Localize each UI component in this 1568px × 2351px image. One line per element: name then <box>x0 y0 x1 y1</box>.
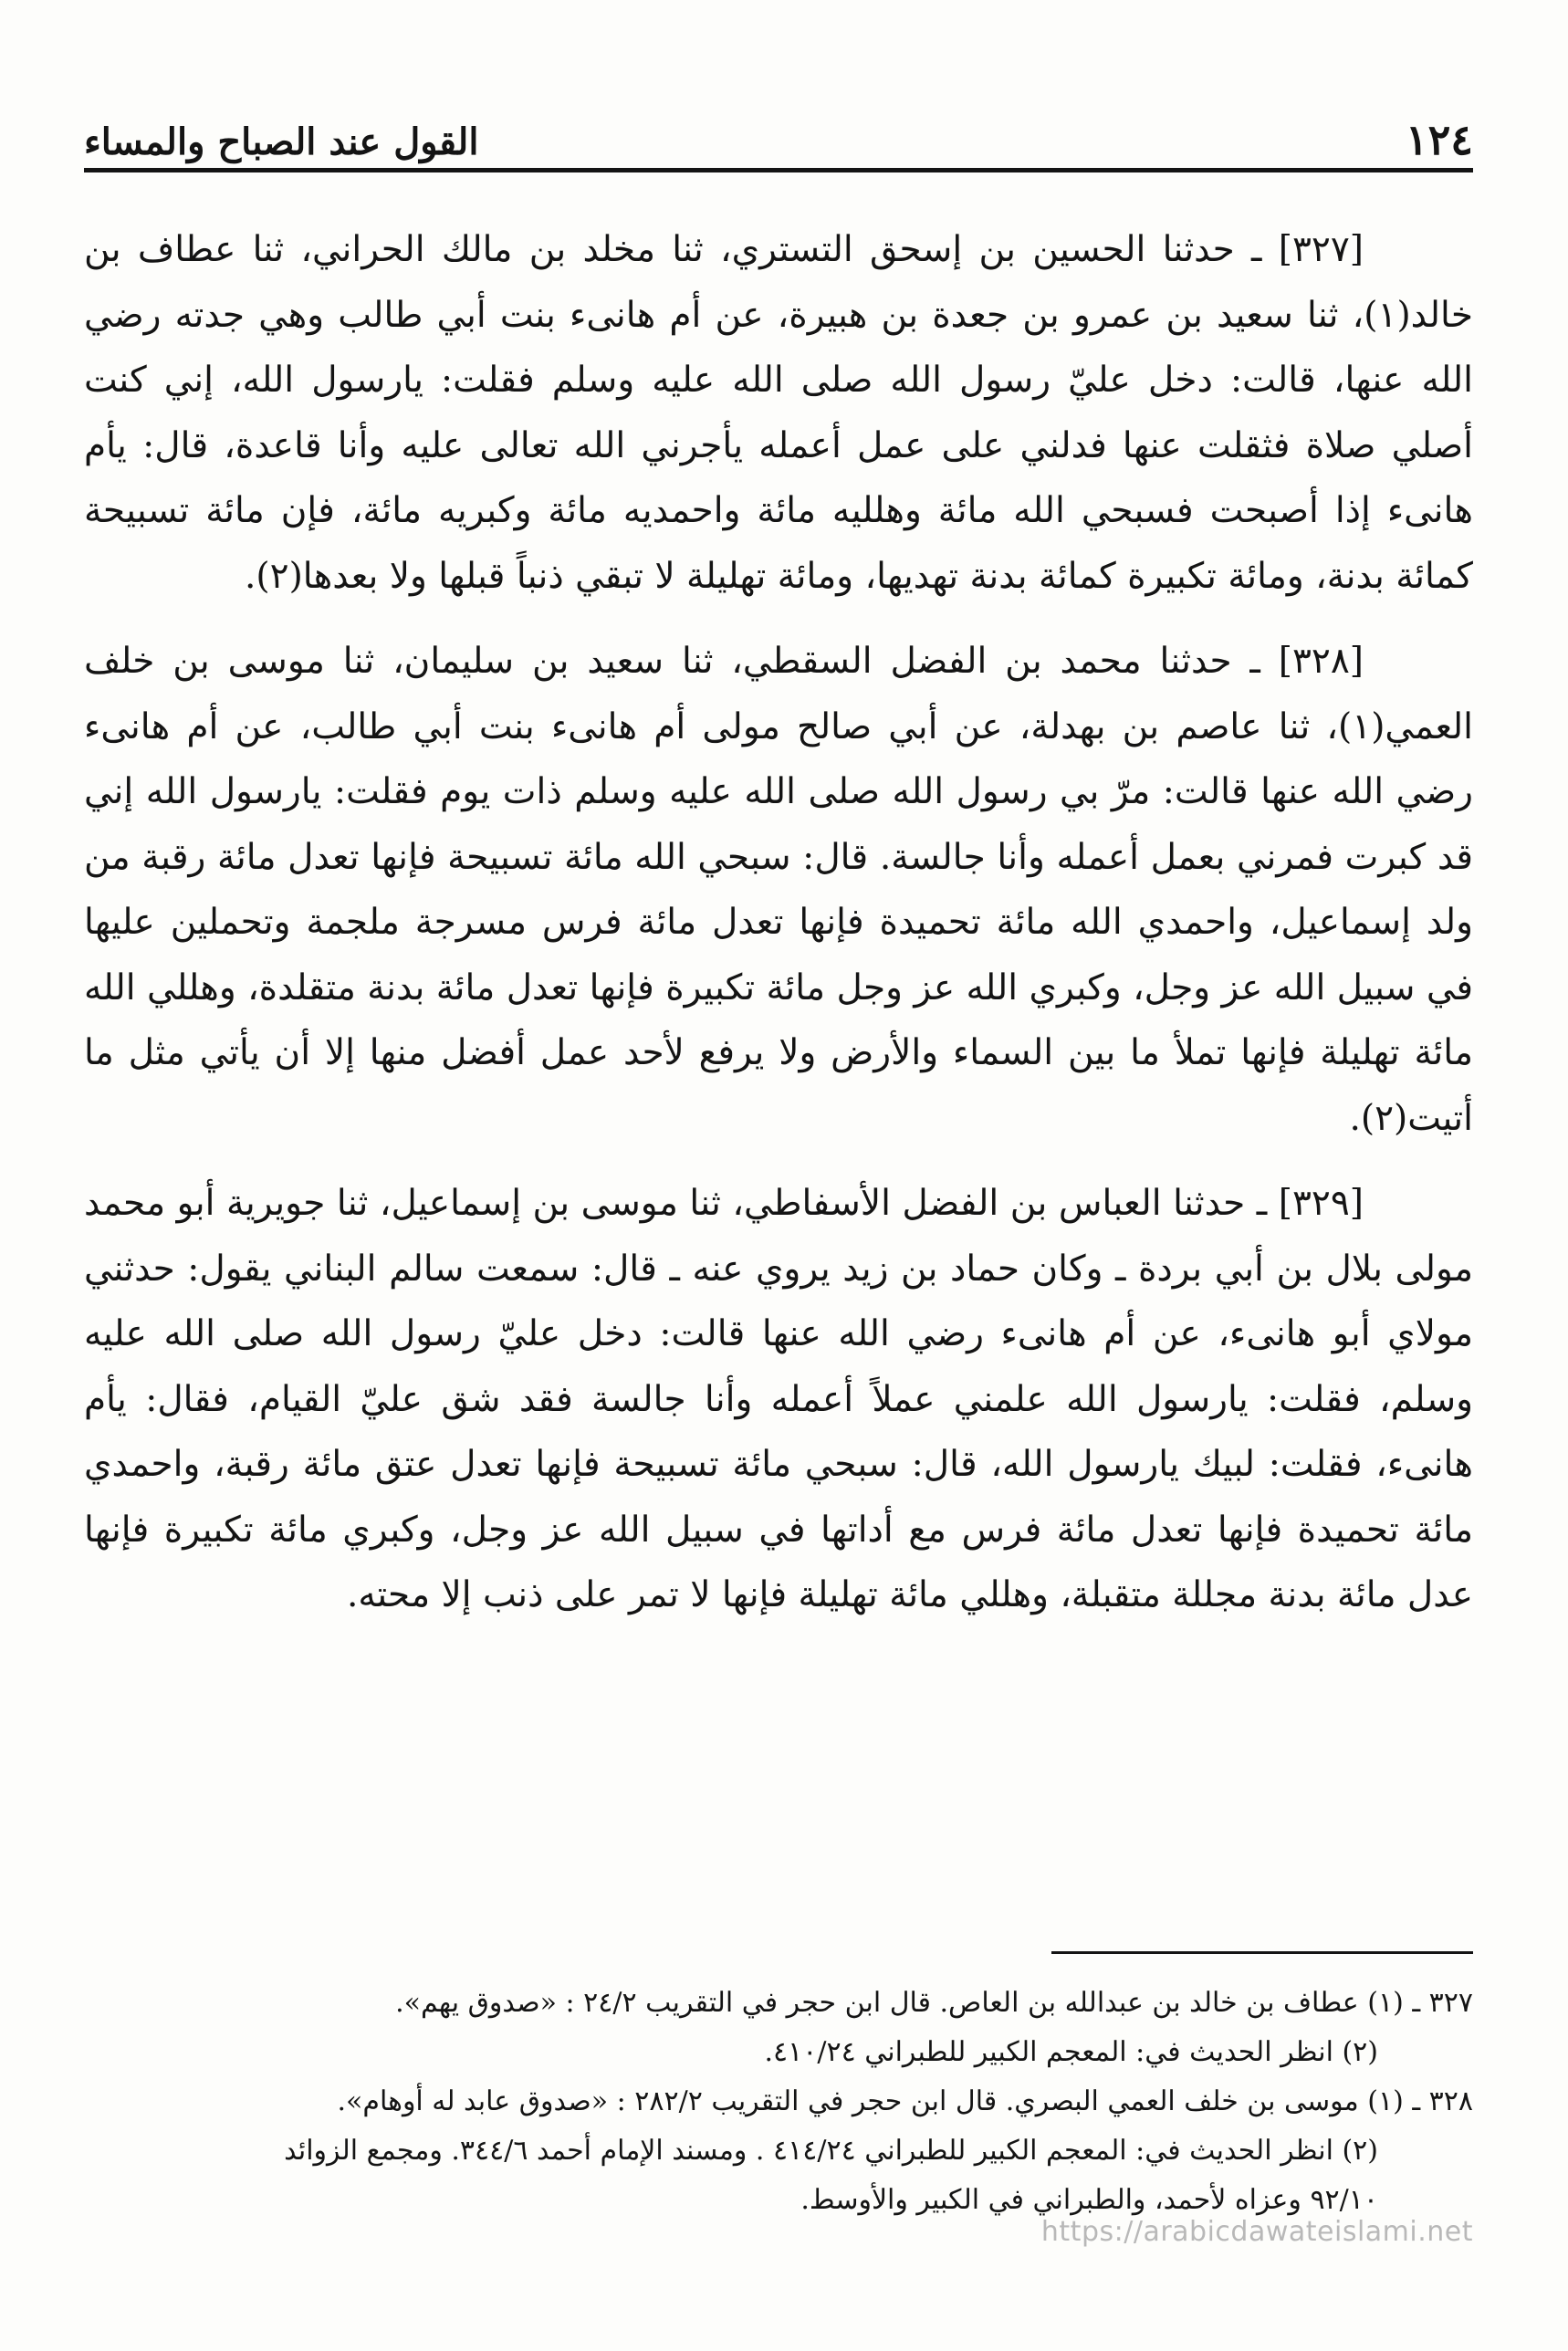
footnote-line: (٢) انظر الحديث في: المعجم الكبير للطبراني ٤١٤/٢٤ . ومسند الإمام أحمد ٣٤٤/٦. ومجمع الزوائد <box>284 2135 1378 2167</box>
footnote-line: ٩٢/١٠ وعزاه لأحمد، والطبراني في الكبير والأوسط. <box>800 2184 1378 2216</box>
footnote-line: ٣٢٨ ـ (١) موسى بن خلف العمي البصري. قال ابن حجر في التقريب ٢٨٢/٢ : «صدوق عابد له أوهام». <box>337 2085 1473 2117</box>
footnote-line: (٢) انظر الحديث في: المعجم الكبير للطبراني ٤١٠/٢٤. <box>764 2036 1378 2068</box>
running-title: القول عند الصباح والمساء <box>84 120 479 163</box>
watermark-url: https://arabicdawateislami.net <box>1040 2216 1473 2248</box>
page-number: ١٢٤ <box>1405 115 1473 164</box>
hadith-paragraph: [٣٢٩] ـ حدثنا العباس بن الفضل الأسفاطي، ثنا موسى بن إسماعيل، ثنا جويرية أبو محمد مولى بلال بن أبي بردة ـ وكان حماد بن زيد يروي عنه ـ قال: سمعت سالم البناني يقول: حدثني مولاي أبو هانىء، عن أم هانىء رضي الله عنها قالت: دخل عليّ رسول الله صلى الله عليه وسلم، فقلت: يارسول الله علمني عملاً أعمله وأنا جالسة فقد شق عليّ القيام، فقال: يأم هانىء، فقلت: لبيك يارسول الله، قال: سبحي مائة تسبيحة فإنها تعدل عتق مائة رقبة، واحمدي مائة تحميدة فإنها تعدل مائة فرس مع أداتها في سبيل الله عز وجل، وكبري مائة تكبيرة فإنها عدل مائة بدنة مجللة متقبلة، وهللي مائة تهليلة فإنها لا تمر على ذنب إلا محته. <box>84 1183 1473 1615</box>
page-header <box>84 108 1473 164</box>
header-rule <box>84 168 1473 172</box>
footnote-line: ٣٢٧ ـ (١) عطاف بن خالد بن عبدالله بن العاص. قال ابن حجر في التقريب ٢٤/٢ : «صدوق يهم». <box>395 1987 1473 2019</box>
hadith-paragraph: [٣٢٧] ـ حدثنا الحسين بن إسحق التستري، ثنا مخلد بن مالك الحراني، ثنا عطاف بن خالد(١)، ثنا سعيد بن عمرو بن جعدة بن هبيرة، عن أم هانىء بنت أبي طالب وهي جدته رضي الله عنها، قالت: دخل عليّ رسول الله صلى الله عليه وسلم فقلت: يارسول الله، إني كنت أصلي صلاة فثقلت عنها فدلني على عمل أعمله يأجرني الله تعالى عليه وأنا قاعدة، قال: يأم هانىء إذا أصبحت فسبحي الله مائة وهلليه مائة واحمديه مائة وكبريه مائة، فإن مائة تسبيحة كمائة بدنة، ومائة تكبيرة كمائة بدنة تهديها، ومائة تهليلة لا تبقي ذنباً قبلها ولا بعدها(٢). <box>84 229 1473 597</box>
footnote-rule <box>1051 1951 1473 1954</box>
hadith-paragraph: [٣٢٨] ـ حدثنا محمد بن الفضل السقطي، ثنا سعيد بن سليمان، ثنا موسى بن خلف العمي(١)، ثنا عاصم بن بهدلة، عن أبي صالح مولى أم هانىء بنت أبي طالب، عن أم هانىء رضي الله عنها قالت: مرّ بي رسول الله صلى الله عليه وسلم ذات يوم فقلت: يارسول الله إني قد كبرت فمرني بعمل أعمله وأنا جالسة. قال: سبحي الله مائة تسبيحة فإنها تعدل مائة رقبة من ولد إسماعيل، واحمدي الله مائة تحميدة فإنها تعدل مائة فرس مسرجة ملجمة وتحملين عليها في سبيل الله عز وجل، وكبري الله عز وجل مائة تكبيرة فإنها تعدل مائة بدنة متقلدة، وهللي الله مائة تهليلة فإنها تملأ ما بين السماء والأرض ولا يرفع لأحد عمل أفضل منها إلا أن يأتي مثل ما أتيت(٢). <box>84 641 1473 1139</box>
main-text <box>84 217 1473 1648</box>
footnotes <box>55 1979 1473 2225</box>
